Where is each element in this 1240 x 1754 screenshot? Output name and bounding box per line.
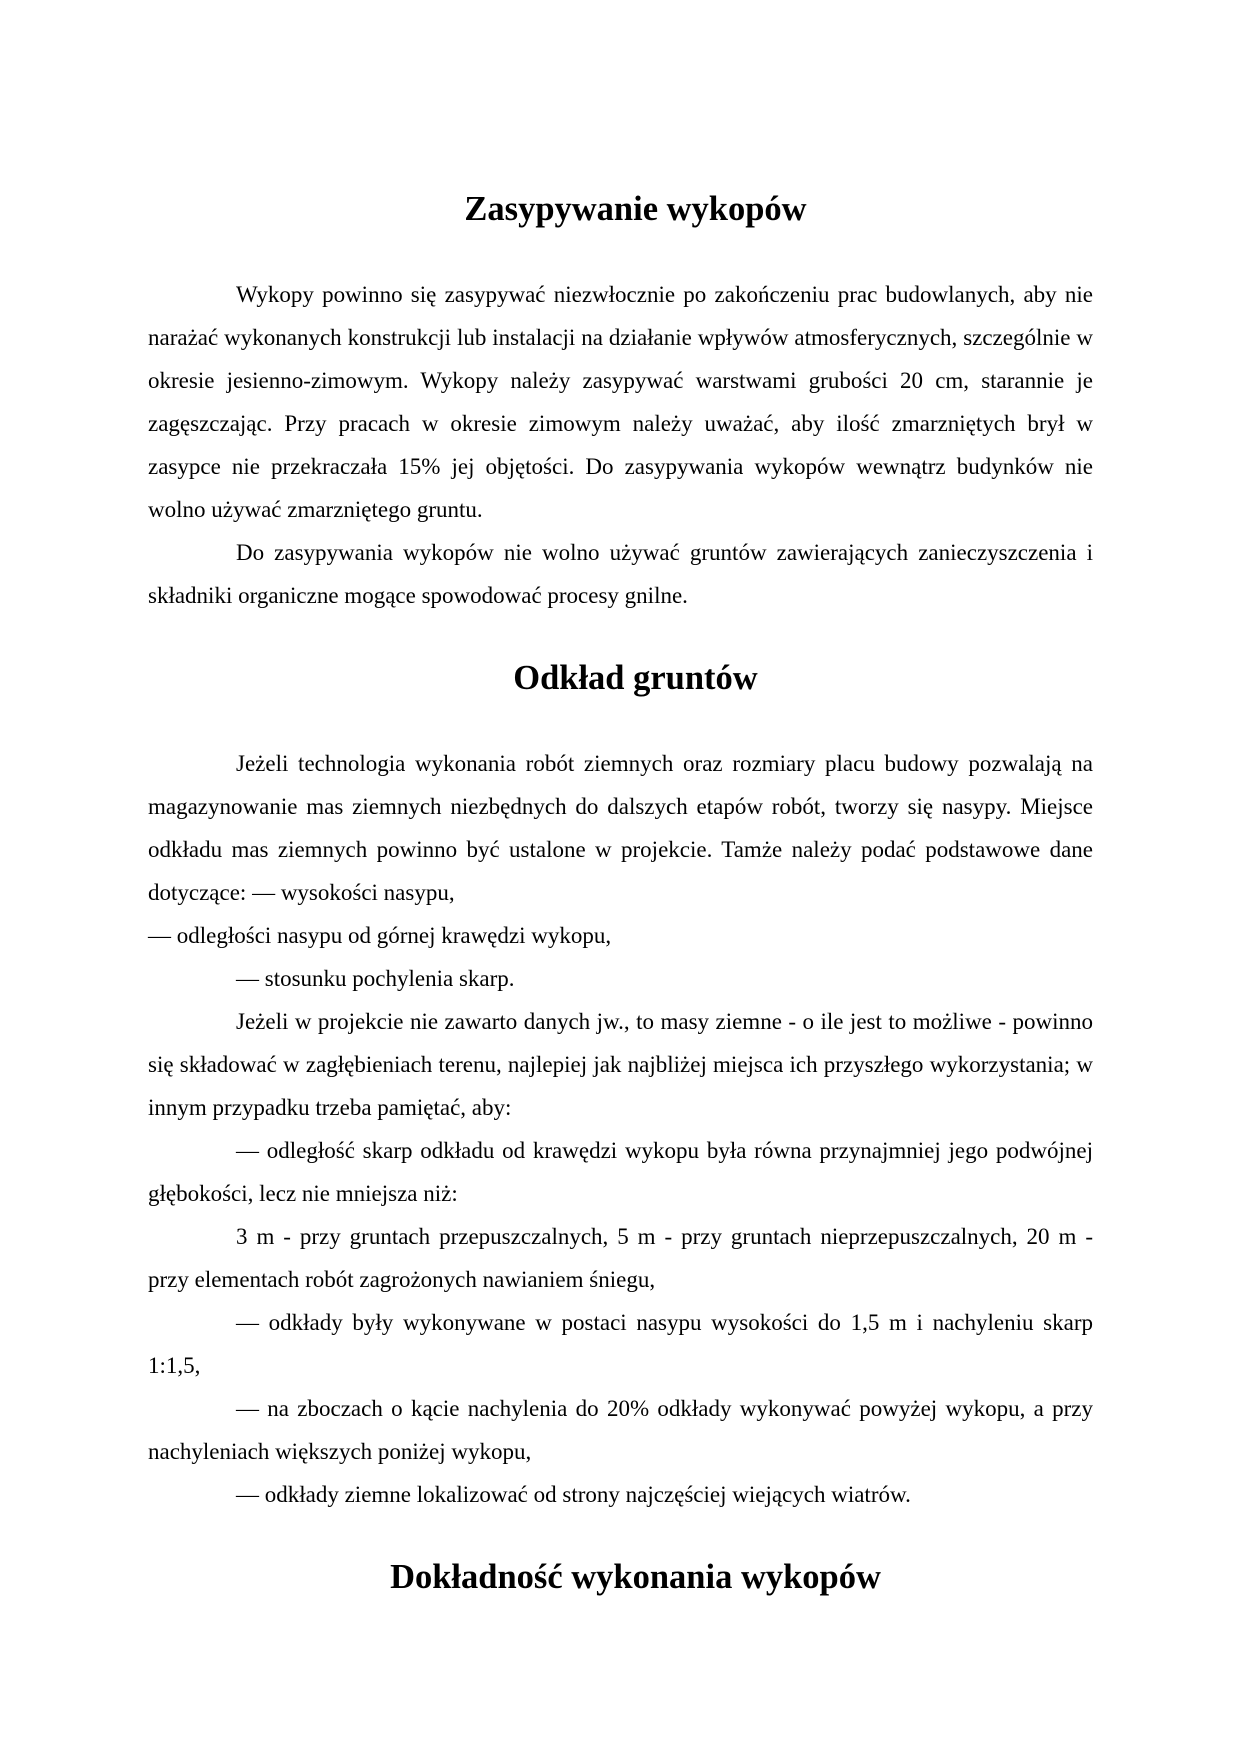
list-item: — odkłady ziemne lokalizować od strony najczęściej wiejących wiatrów. [236,1482,911,1507]
section-heading-odklad: Odkład gruntów [513,659,758,697]
list-item: 3 m - przy gruntach przepuszczalnych, 5 m - przy gruntach nieprzepuszczalnych, 20 m - przy elementach robót zagrożonych nawianiem śniegu, [148,1224,1093,1292]
section-heading-zasypywanie: Zasypywanie wykopów [464,190,807,228]
list-item: — stosunku pochylenia skarp. [236,966,515,991]
document-body [148,188,1093,1599]
list-item: — odległości nasypu od górnej krawędzi wykopu, [148,923,612,948]
list-item: — odległość skarp odkładu od krawędzi wykopu była równa przynajmniej jego podwójnej głębokości, lecz nie mniejsza niż: [148,1138,1093,1206]
list-item: — odkłady były wykonywane w postaci nasypu wysokości do 1,5 m i nachyleniu skarp 1:1,5, [148,1310,1093,1378]
paragraph: Do zasypywania wykopów nie wolno używać gruntów zawierających zanieczyszczenia i składniki organiczne mogące spowodować procesy gnilne. [148,540,1093,608]
list-item: — na zboczach o kącie nachylenia do 20% odkłady wykonywać powyżej wykopu, a przy nachyleniach większych poniżej wykopu, [148,1396,1093,1464]
paragraph: Wykopy powinno się zasypywać niezwłocznie po zakończeniu prac budowlanych, aby nie narażać wykonanych konstrukcji lub instalacji na działanie wpływów atmosferycznych, szczególnie w okresie jesienno-zimowym. Wykopy należy zasypywać warstwami grubości 20 cm, starannie je zagęszczając. Przy pracach w okresie zimowym należy uważać, aby ilość zmarzniętych brył w zasypce nie przekraczała 15% jej objętości. Do zasypywania wykopów wewnątrz budynków nie wolno używać zmarzniętego gruntu. [148,282,1093,522]
paragraph: Jeżeli technologia wykonania robót ziemnych oraz rozmiary placu budowy pozwalają na magazynowanie mas ziemnych niezbędnych do dalszych etapów robót, tworzy się nasypy. Miejsce odkładu mas ziemnych powinno być ustalone w projekcie. Tamże należy podać podstawowe dane dotyczące: — wysokości nasypu, [148,751,1093,905]
section-heading-dokladnosc: Dokładność wykonania wykopów [390,1558,881,1596]
paragraph: Jeżeli w projekcie nie zawarto danych jw., to masy ziemne - o ile jest to możliwe - powinno się składować w zagłębieniach terenu, najlepiej jak najbliżej miejsca ich przyszłego wykorzystania; w innym przypadku trzeba pamiętać, aby: [148,1009,1093,1120]
